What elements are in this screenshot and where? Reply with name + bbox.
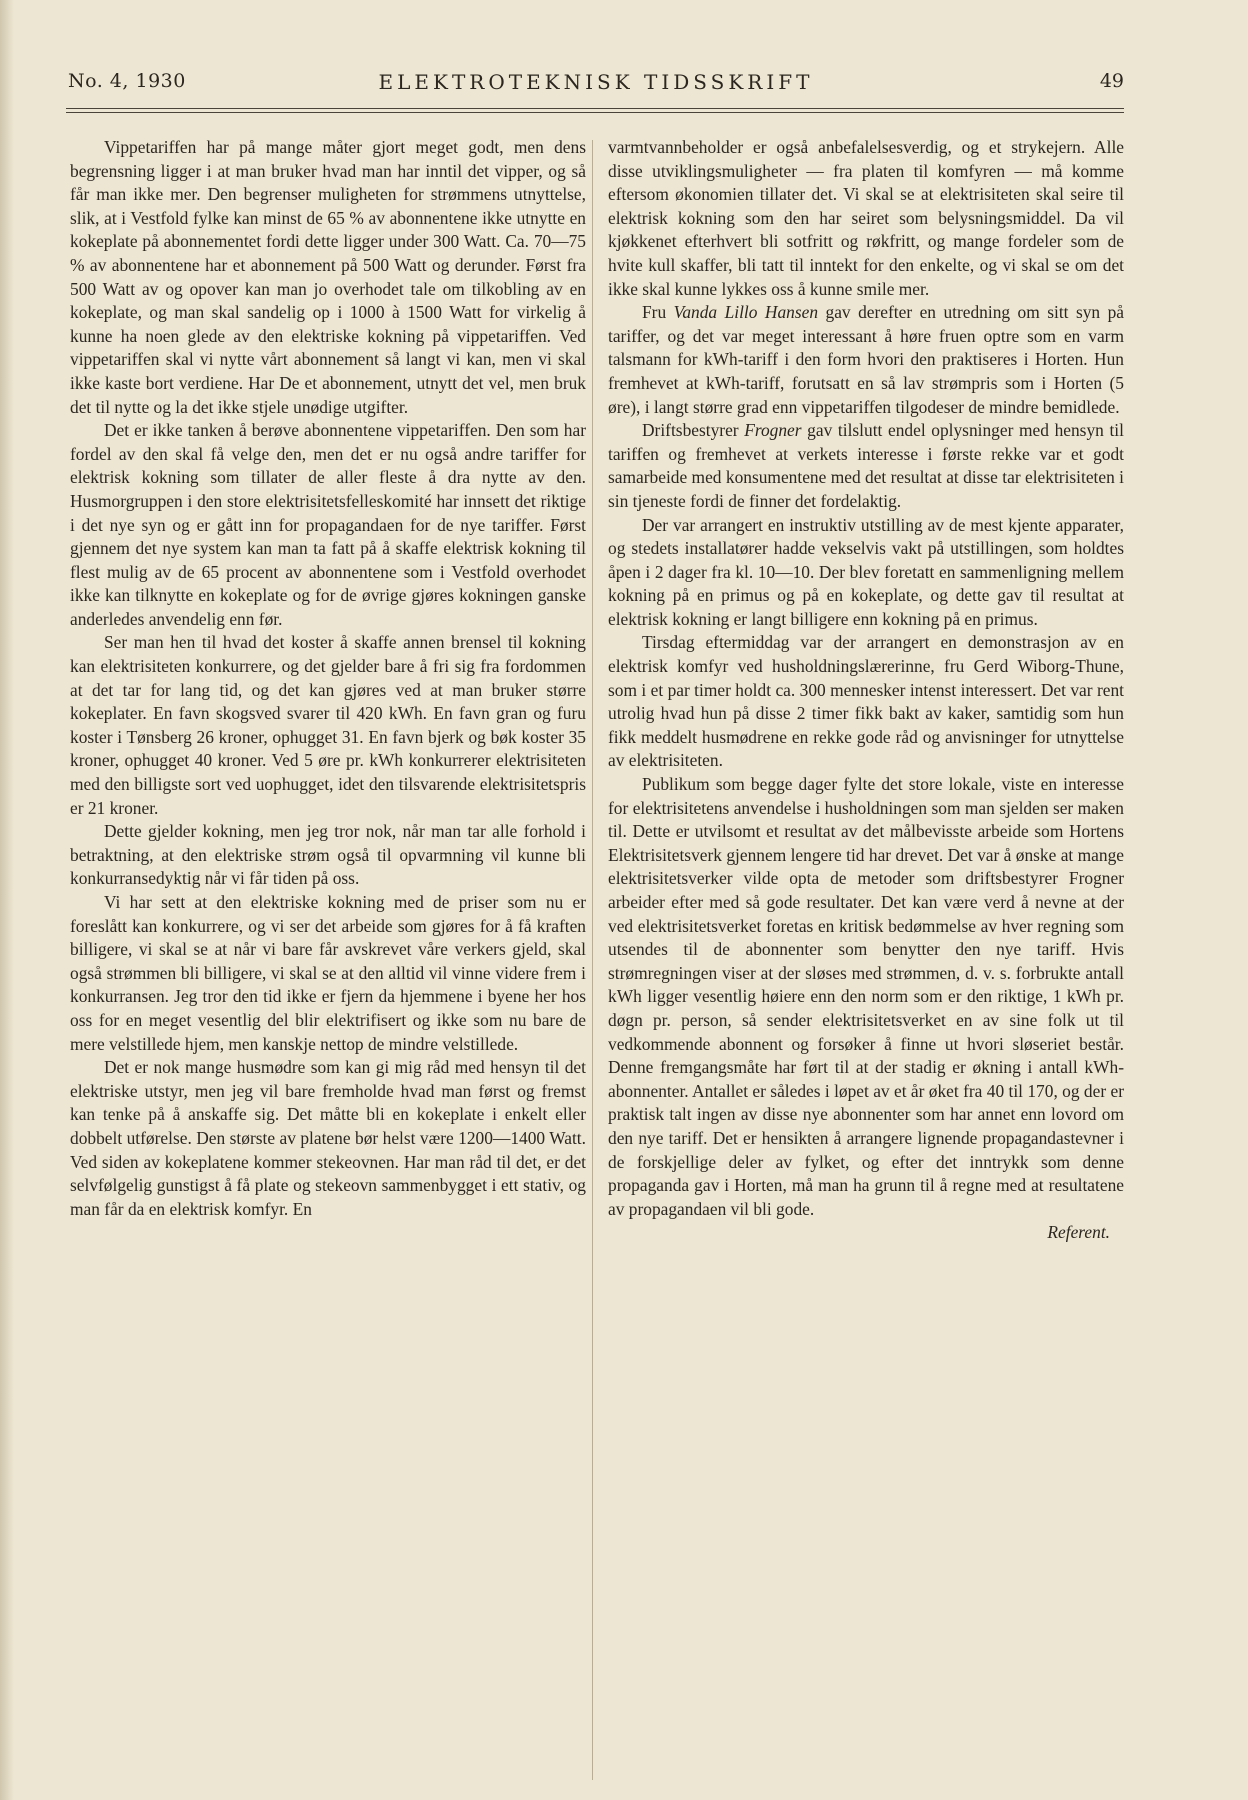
director-name: Frogner	[744, 420, 802, 441]
issue-label: No. 4, 1930	[68, 70, 186, 92]
paragraph	[608, 419, 1124, 513]
right-column	[608, 136, 1124, 1245]
left-column	[70, 136, 586, 1221]
header-rule-double	[66, 112, 1124, 113]
paragraph: Vi har sett at den elektriske kokning med de priser som nu er foreslått kan konkurrere, og vi ser det arbeide som gjøres for å få kraften billigere, vi skal se at når vi bare får avskrevet våre verkers gjeld, skal også strømmen bli billigere, vi skal se at den alltid vil vinne videre frem i konkurransen. Jeg tror den tid ikke er fjern da hjemmene i byene her hos oss for en meget vesentlig del blir elektrifisert og ikke som nu bare de mere velstillede hjem, men kanskje nettop de mindre velstillede.	[70, 892, 586, 1054]
page-number: 49	[1099, 70, 1124, 92]
column-divider	[592, 140, 593, 1780]
paragraph: Ser man hen til hvad det koster å skaffe annen brensel til kokning kan elektrisiteten konkurrere, og det gjelder bare å fri sig fra fordommen at det tar for lang tid, og det kan gjøres ved at man bruker større kokeplater. En favn skogsved svarer til 420 kWh. En favn gran og furu koster i Tønsberg 26 kroner, ophugget 31. En favn bjerk og bøk koster 35 kroner, ophugget 40 kroner. Ved 5 øre pr. kWh konkurrerer elektrisiteten med den billigste sort ved uophugget, idet den tilsvarende elektrisitetspris er 21 kroner.	[70, 632, 586, 818]
paragraph: varmtvannbeholder er også anbefalelsesverdig, og et strykejern. Alle disse utviklingsmuligheter — fra platen til komfyren — må komme eftersom økonomien tillater det. Vi skal se at elektrisiteten skal seire til elektrisk kokning som den har seiret som belysningsmiddel. Da vil kjøkkenet efterhvert bli sotfritt og røkfritt, og mange fordeler som de hvite kull skaffer, bli tatt til inntekt for den enkelte, og vi skal se om det ikke skal kunne lykkes oss å kunne smile mer.	[608, 137, 1124, 299]
page-edge-shadow	[0, 0, 14, 1800]
paragraph	[608, 301, 1124, 419]
paragraph: Tirsdag eftermiddag var der arrangert en demonstrasjon av en elektrisk komfyr ved husholdningslærerinne, fru Gerd Wiborg-Thune, som i et par timer holdt ca. 300 mennesker intenst interessert. Det var rent utrolig hvad hun på disse 2 timer fikk bakt av kaker, samtidig som hun fikk meddelt husmødrene en rekke gode råd og anvisninger for utnyttelse av elektrisiteten.	[608, 632, 1124, 771]
paragraph: Vippetariffen har på mange måter gjort meget godt, men dens begrensning ligger i at man bruker hvad man har inntil det vipper, og så får man ikke mer. Den begrenser muligheten for strømmens utnyttelse, slik, at i Vestfold fylke kan minst de 65 % av abonnentene ikke utnytte en kokeplate på abonnementet fordi dette ligger under 300 Watt. Ca. 70—75 % av abonnentene har et abonnement på 500 Watt og derunder. Først fra 500 Watt av og opover kan man jo overhodet tale om tilkobling av en kokeplate, og man skal sandelig op i 1000 à 1500 Watt for virkelig å kunne ha noen glede av den elektriske kokning på vippetariffen. Ved vippetariffen skal vi nytte vårt abonnement så langt vi kan, men vi skal ikke kaste bort verdiene. Har De et abonnement, utnytt det vel, men bruk det til nytte og la det ikke stjele unødige utgifter.	[70, 137, 586, 417]
header-rule	[66, 108, 1124, 109]
director-title: Driftsbestyrer	[642, 420, 739, 441]
journal-title: ELEKTROTEKNISK TIDSSKRIFT	[378, 70, 814, 94]
running-header	[68, 70, 1124, 98]
paragraph: Publikum som begge dager fylte det store lokale, viste en interesse for elektrisitetens anvendelse i husholdningen som man sjelden ser maken til. Dette er utvilsomt et resultat av det målbevisste arbeide som Hortens Elektrisitetsverk gjennem lengere tid har drevet. Det var å ønske at mange elektrisitetsverker vilde opta de metoder som driftsbestyrer Frogner arbeider efter med så gode resultater. Det kan være verd å nevne at der ved elektrisitetsverket foretas en kritisk bedømmelse av hver regning som utsendes til de abonnenter som benytter den nye tariff. Hvis strømregningen viser at der sløses med strømmen, d. v. s. forbrukte antall kWh ligger vesentlig høiere enn den norm som er den riktige, 1 kWh pr. døgn pr. person, så sender elektrisitetsverket en av sine folk ut til vedkommende abonnent og forsøker å finne ut hvori sløseriet består. Denne fremgangsmåte har ført til at der stadig er økning i antall kWh-abonnenter. Antallet er således i løpet av et år øket fra 40 til 170, og der er praktisk talt ingen av disse nye abonnenter som har annet enn lovord om den nye tariff. Det er hensikten å arrangere lignende propagandastevner i de forskjellige deler av fylket, og efter det inntrykk som denne propaganda gav i Horten, må man ha grunn til å regne med at resultatene av propagandaen vil bli gode.	[608, 774, 1124, 1219]
paragraph-text: gav tilslutt endel oplysninger med hensyn til tariffen og fremhevet at verkets interesse i første rekke var et godt samarbeide med konsumentene med det resultat at disse tar elektrisiteten i sin tjeneste fordi de finner det fordelaktig.	[608, 420, 1124, 511]
signature: Referent.	[1047, 1222, 1110, 1243]
paragraph: Det er ikke tanken å berøve abonnentene vippetariffen. Den som har fordel av den skal få velge den, men det er nu også andre tariffer for elektrisk kokning som tillater de aller fleste å dra nytte av den. Husmorgruppen i den store elektrisitetsfelleskomité har innsett det riktige i det nye syn og er gått inn for propagandaen for de nye tariffer. Først gjennem det nye system kan man ta fatt på å skaffe elektrisk kokning til flest mulig av de 65 procent av abonnentene som i Vestfold overhodet ikke kan tilknytte en kokeplate og for de øvrige gjøres kokningen ganske anderledes anvendelig enn før.	[70, 420, 586, 629]
paragraph: Der var arrangert en instruktiv utstilling av de mest kjente apparater, og stedets installatører hadde vekselvis vakt på utstillingen, som holdtes åpen i 2 dager fra kl. 10—10. Der blev foretatt en sammenligning mellem kokning på en primus og på en kokeplate, og dette gav til resultat at elektrisk kokning er langt billigere enn kokning på en primus.	[608, 514, 1124, 629]
paragraph: Det er nok mange husmødre som kan gi mig råd med hensyn til det elektriske utstyr, men jeg vil bare fremholde hvad man først og fremst kan tenke på å anskaffe sig. Det måtte bli en kokeplate i enkelt eller dobbelt utførelse. Den største av platene bør helst være 1200—1400 Watt. Ved siden av kokeplatene kommer stekeovnen. Har man råd til det, er det selvfølgelig gunstigst å få plate og stekeovn sammenbygget i ett stativ, og man får da en elektrisk komfyr. En	[70, 1057, 586, 1219]
paragraph-text: gav derefter en utredning om sitt syn på tariffer, og det var meget interessant å høre fruen optre som en varm talsmann for kWh-tariff i den form hvori den praktiseres i Horten. Hun fremhevet at kWh-tariff, forutsatt en så lav strømpris som i Horten (5 øre), i langt større grad enn vippetariffen tilgodeser de mindre bemidlede.	[608, 302, 1124, 417]
speaker-name: Vanda Lillo Hansen	[673, 302, 819, 323]
paragraph: Dette gjelder kokning, men jeg tror nok, når man tar alle forhold i betraktning, at den elektriske strøm også til opvarmning vil kunne bli konkurransedyktig når vi får tiden på oss.	[70, 821, 586, 889]
speaker-title: Fru	[642, 302, 667, 323]
